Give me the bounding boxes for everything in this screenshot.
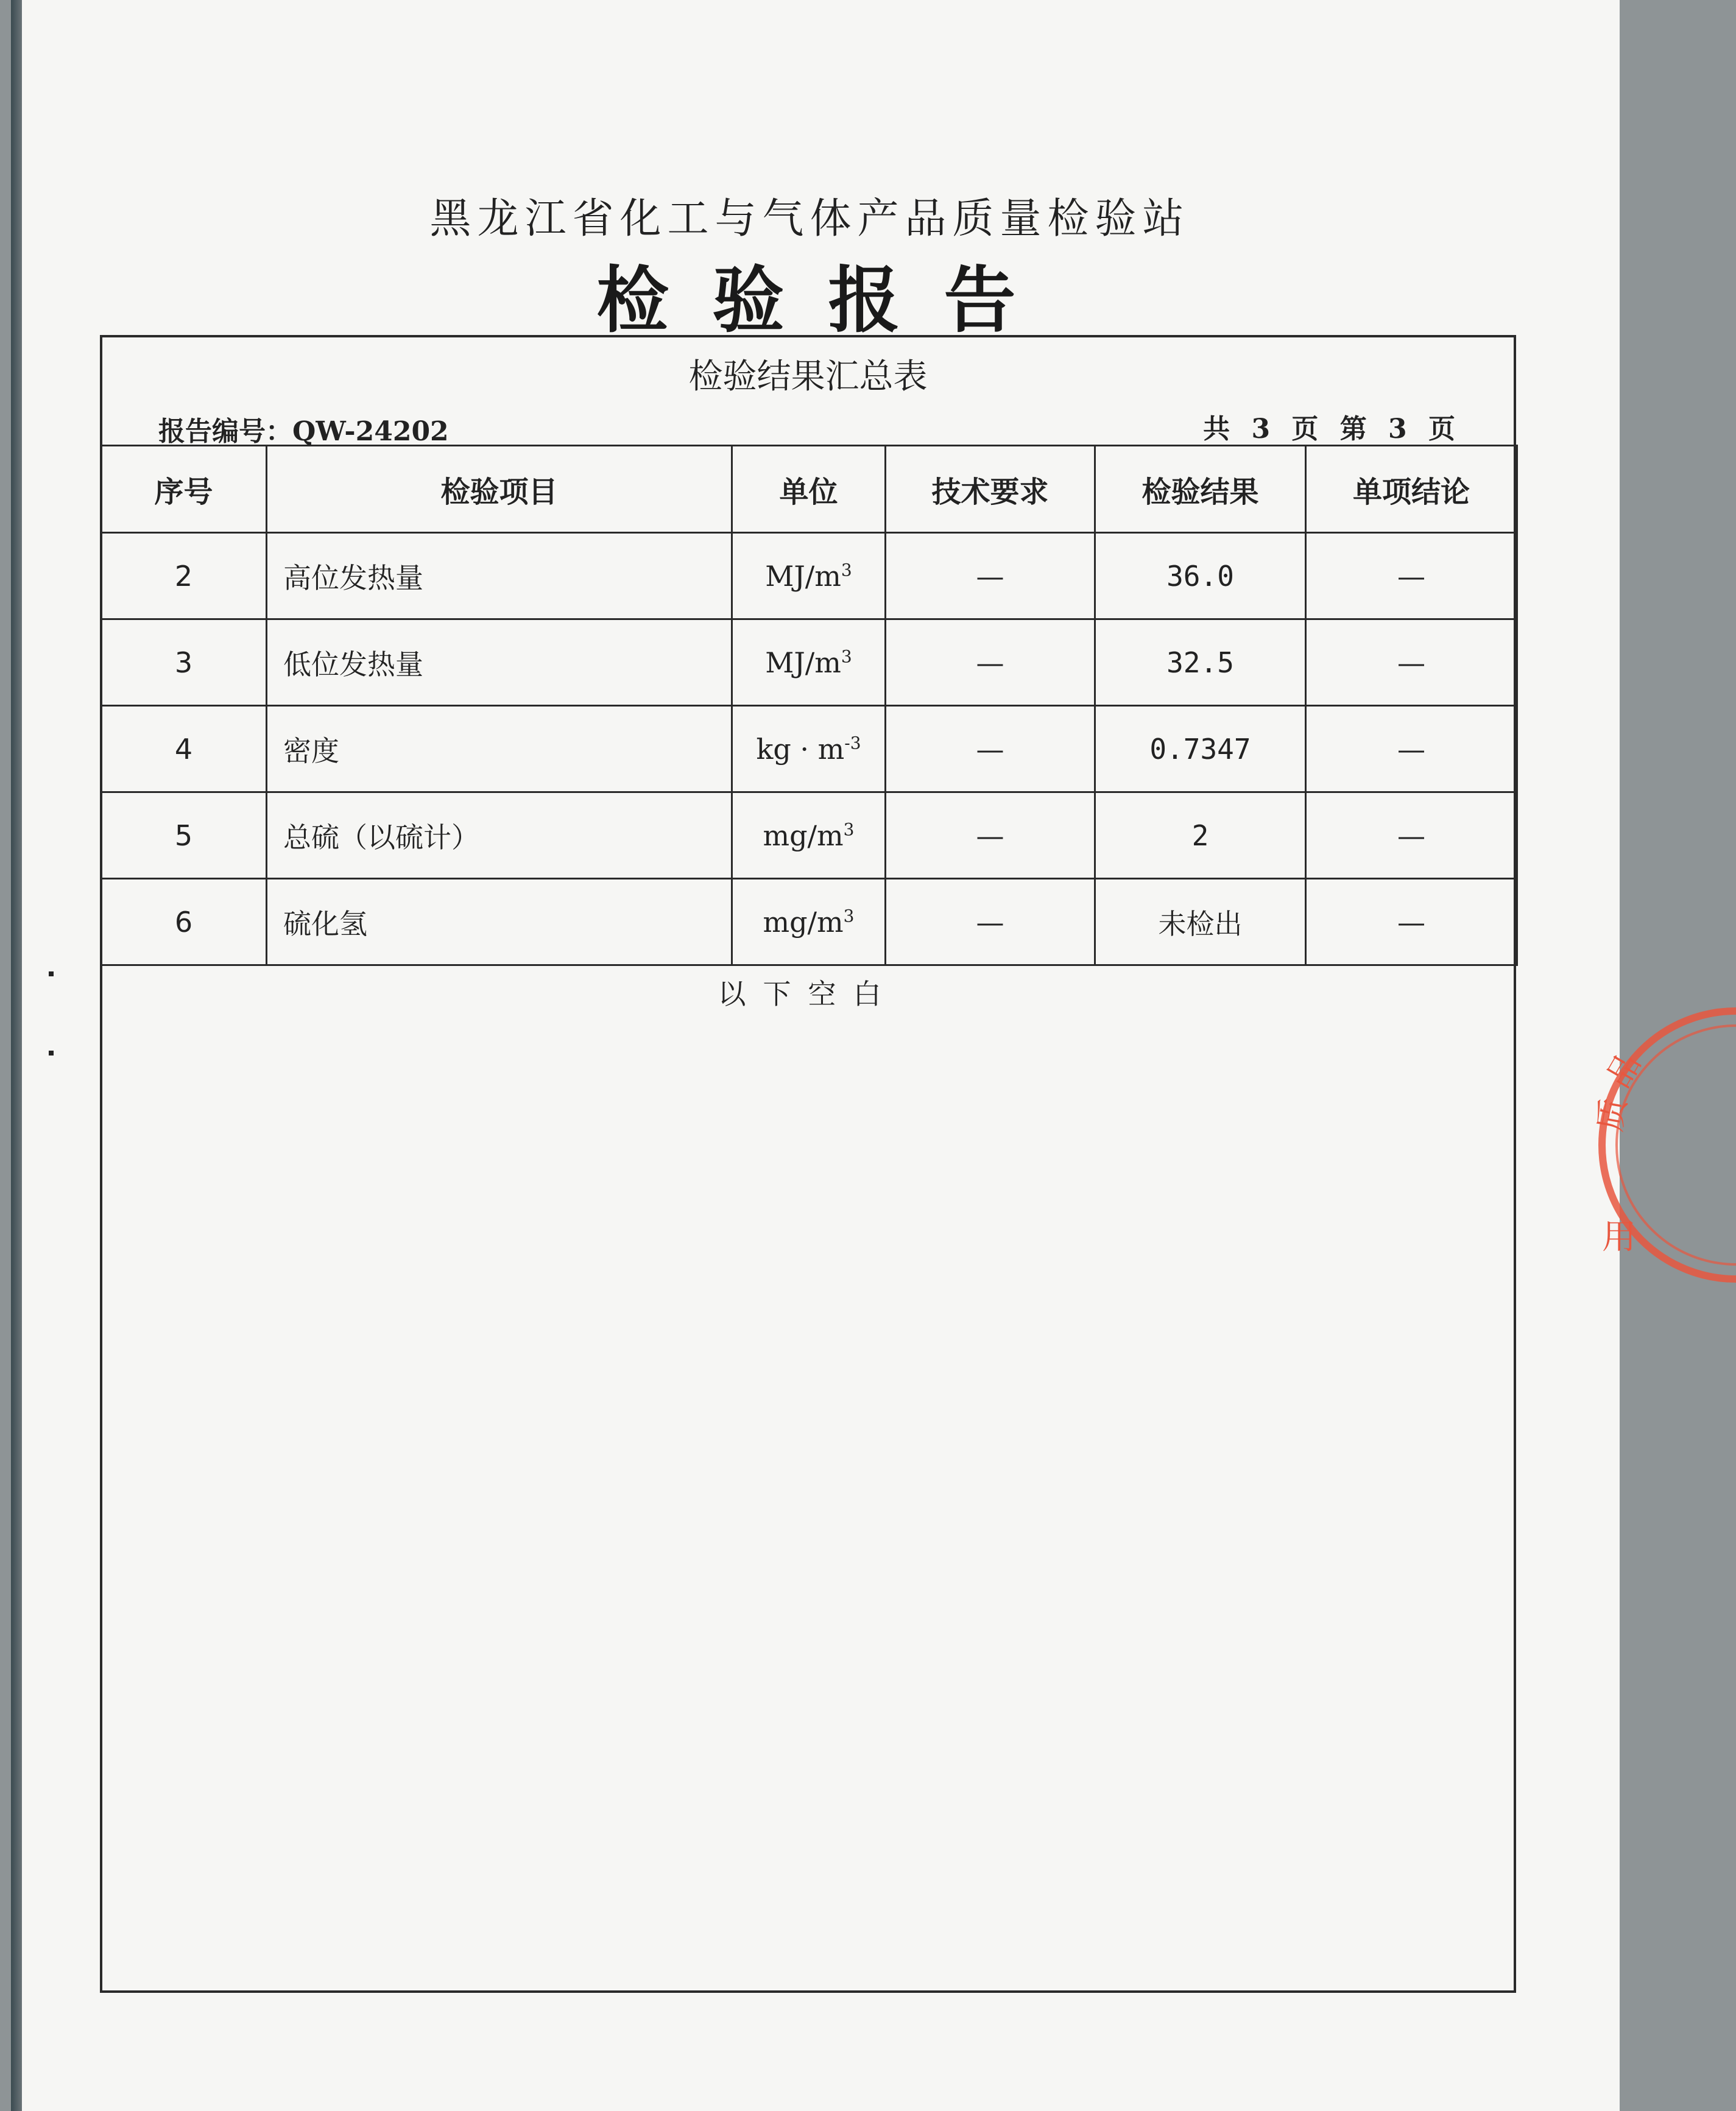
row-result: 36.0 [1095,533,1306,619]
results-table [100,445,1518,966]
table-row [101,792,1517,879]
row-requirement: — [886,533,1095,619]
row-requirement: — [886,792,1095,879]
table-row [101,879,1517,965]
row-item: 总硫（以硫计） [267,792,732,879]
row-requirement: — [886,879,1095,965]
row-result: 未检出 [1095,879,1306,965]
row-requirement: — [886,706,1095,792]
report-title: 检验报告 [596,258,1060,342]
scan-mark [49,1051,54,1056]
seal-text: 用 [1602,1218,1636,1257]
row-item: 硫化氢 [267,879,732,965]
table-header-row [101,446,1517,533]
row-no: 4 [101,706,267,792]
row-unit: kg · $m^{-3}$ [732,706,886,792]
report-number [158,409,449,448]
row-conclusion: — [1306,879,1517,965]
row-requirement: — [886,619,1095,706]
table-row [101,706,1517,792]
row-unit: $mg/m^3$ [732,879,886,965]
row-item: 低位发热量 [267,619,732,706]
row-no: 5 [101,792,267,879]
report-number-label: 报告编号： [158,416,292,447]
header-requirement: 技术要求 [886,446,1095,533]
row-result: 32.5 [1095,619,1306,706]
row-conclusion: — [1306,533,1517,619]
header-unit: 单位 [732,446,886,533]
organization-name: 黑龙江省化工与气体产品质量检验站 [429,195,1190,243]
table-row [101,533,1517,619]
official-seal-icon [1578,993,1736,1297]
row-no: 3 [101,619,267,706]
row-unit: $MJ/m^3$ [732,619,886,706]
header-result: 检验结果 [1095,446,1306,533]
report-number-value: QW-24202 [292,416,449,447]
row-unit: $MJ/m^3$ [732,533,886,619]
row-unit: $mg/m^3$ [732,792,886,879]
header-item: 检验项目 [267,446,732,533]
row-result: 0.7347 [1095,706,1306,792]
header-no: 序号 [101,446,267,533]
blank-below-note: 以下空白 [718,978,898,1010]
row-no: 6 [101,879,267,965]
svg-text:质: 质 [1590,1095,1634,1135]
row-item: 密度 [267,706,732,792]
summary-title: 检验结果汇总表 [688,357,928,396]
row-conclusion: — [1306,706,1517,792]
row-no: 2 [101,533,267,619]
row-item: 高位发热量 [267,533,732,619]
header-conclusion: 单项结论 [1306,446,1517,533]
row-result: 2 [1095,792,1306,879]
svg-text:品: 品 [1598,1046,1649,1094]
table-row [101,619,1517,706]
row-conclusion: — [1306,619,1517,706]
row-conclusion: — [1306,792,1517,879]
page-info: 共 3 页 第 3 页 [1203,414,1461,445]
scan-mark [49,971,54,976]
